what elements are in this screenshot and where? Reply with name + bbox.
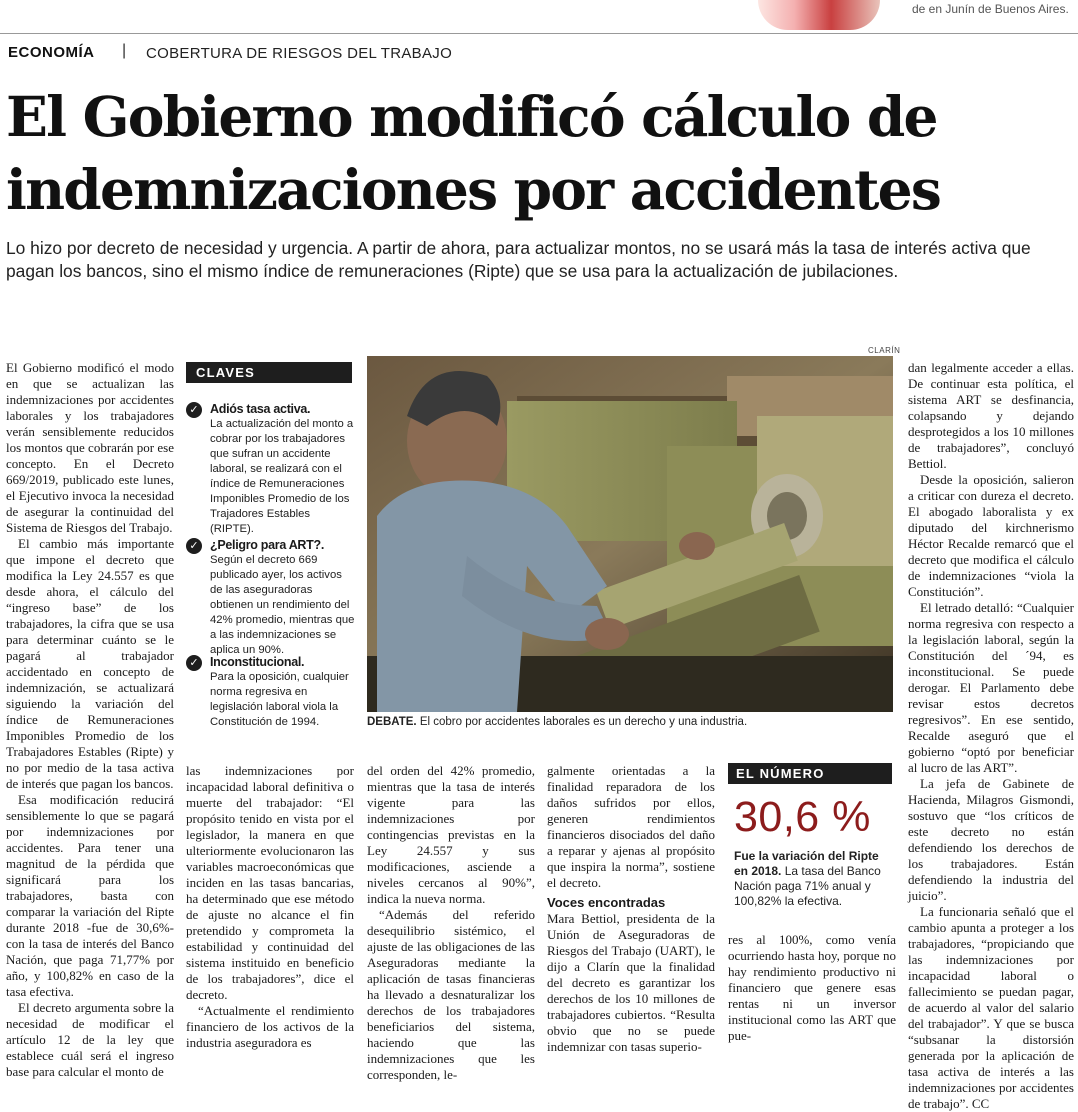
paragraph: El cambio más importante que impone el decreto que modifica la Ley 24.557 es que desde ahora, el cálculo del “ingreso base” de los trabajadores, la cifra que se usa para determinar cuánto se le pagará al trabajador accidentado en concepto de indemnización, se actualizará siguiendo la variación del índice de Remuneraciones Imponibles Promedio de los Trabajadores Estables (Ripte) y no por medio de la tasa activa de interés que pagan los bancos. (6, 536, 174, 791)
clave-item (186, 402, 354, 535)
clave-title: Adiós tasa activa. (210, 402, 311, 416)
claves-title: CLAVES (196, 365, 255, 380)
caption-text: El cobro por accidentes laborales es un derecho y una industria. (419, 716, 748, 728)
check-icon: ✓ (186, 655, 202, 671)
photo-caption (367, 716, 893, 728)
paragraph: galmente orientadas a la finalidad reparadora de los daños sufridos por ellos, generen rendimientos financieros disociados del daño a reparar y ajenas al propósito que inspira la norma”, sostiene el decreto. (547, 763, 715, 890)
headline (6, 80, 1076, 226)
caption-label: DEBATE. (367, 716, 417, 728)
top-rule (0, 33, 1078, 34)
paragraph: El letrado detalló: “Cualquier norma regresiva con respecto a la legislación laboral, según la Constitución del ´94, es inconstitucional. Se puede derogar. El Parlamento debe revisar estos decretos regresivos”. En ese sentido, Recalde aseguró que el gobierno “optó por beneficiar al lucro de las ART”. (908, 600, 1074, 775)
clave-body: Para la oposición, cualquier norma regresiva en legislación laboral viola la Constitución de 1994. (210, 671, 349, 728)
paragraph: las indemnizaciones por incapacidad laboral definitiva o muerte del trabajador: “El propósito tenido en vista por el legislador, la manera en que ulteriormente evolucionaron las variables macroeconómicas que inciden en las tasas bancarias, ha determinado que ese método de ajuste no alcance el fin pretendido y comprometa la estabilidad y continuidad del sistema instituido en beneficio de los trabajadores”, dice el decreto. (186, 763, 354, 1002)
check-icon: ✓ (186, 402, 202, 418)
subsection-label: COBERTURA DE RIESGOS DEL TRABAJO (146, 45, 453, 62)
worker-lathe-photo (367, 356, 893, 712)
paragraph: La jefa de Gabinete de Hacienda, Milagros Gismondi, sostuvo que “los críticos de este decreto no están defendiendo los derechos de los trabajadores. Están defendiendo la industria del juicio”. (908, 776, 1074, 903)
paragraph: “Además del referido desequilibrio sistémico, el ajuste de las obligaciones de las Aseguradoras mediante la aplicación de tasas financieras ha llevado a desnaturalizar los derechos de los trabajadores beneficiarios del sistema, haciendo que las indemnizaciones que les corresponden, le- (367, 907, 535, 1082)
paragraph: dan legalmente acceder a ellas. De continuar esta política, el sistema ART se desfinancia, colapsando y dejando desprotegidos a los 10 millones de trabajadores”, concluyó Bettiol. (908, 360, 1074, 471)
paragraph: Desde la oposición, salieron a criticar con dureza el decreto. El abogado laboralista y ex diputado del kirchnerismo Héctor Recalde remarcó que el decreto que modifica el cálculo de indemnizaciones “viola la Constitución”. (908, 472, 1074, 599)
clave-title: Inconstitucional. (210, 655, 305, 669)
el-numero-body: La tasa del Banco Nación paga 71% anual y 100,82% la efectiva. (734, 864, 881, 908)
column-6 (908, 360, 1074, 1112)
claves-header (186, 362, 352, 383)
clave-body: La actualización del monto a cobrar por los trabajadores que sufran un accidente laboral, se realizará con el índice de Remuneraciones Imponibles Promedio de los Trajadores Estables (RIPTE). (210, 418, 354, 535)
paragraph: La funcionaria señaló que el cambio apunta a proteger a los trabajadores, “propiciando que las indemnizaciones por incapacidad laboral o fallecimiento se puedan pagar, de acuerdo al valor del salario del trabajador”. Y que se busca “subsanar la distorsión generada por la aplicación de tasa activa de interés a las indemnizaciones por accidentes de trabajo”. CC (908, 904, 1074, 1111)
clave-item (186, 538, 355, 656)
paragraph: Mara Bettiol, presidenta de la Unión de Aseguradoras de Riesgos del Trabajo (UART), le dijo a Clarín que la finalidad del decreto es garantizar los derechos de los 10 millones de trabajadores cubiertos. “Resulta obvio que no se puede indemnizar con tasas superio- (547, 911, 715, 1054)
clave-item (186, 655, 354, 735)
headline-line-1: El Gobierno modificó cálculo de (6, 84, 937, 149)
section-separator: | (122, 42, 127, 59)
el-numero-lead: Fue la variación del Ripte en 2018. (734, 849, 879, 878)
column-4 (547, 763, 715, 1055)
el-numero-title: EL NÚMERO (736, 766, 825, 781)
dek: Lo hizo por decreto de necesidad y urgencia. A partir de ahora, para actualizar montos, no se usará más la tasa de interés activa que pagan los bancos, sino el mismo índice de remuneraciones (Ripte) que se usa para la actualización de jubilaciones. (6, 238, 1031, 281)
top-text-fragment: de en Junín de Buenos Aires. (912, 2, 1069, 16)
column-2 (186, 763, 354, 1051)
el-numero-header (728, 763, 892, 784)
section-label: ECONOMÍA (8, 44, 95, 61)
paragraph: “Actualmente el rendimiento financiero de los activos de la industria aseguradora es (186, 1003, 354, 1050)
el-numero-value: 30,6 % (734, 793, 871, 841)
check-icon: ✓ (186, 538, 202, 554)
clave-title: ¿Peligro para ART?. (210, 538, 324, 552)
paragraph: res al 100%, como venía ocurriendo hasta hoy, porque no hay rendimiento productivo ni financiero que genere esas rentas ni un inversor institucional como las ART que pue- (728, 932, 896, 1043)
paragraph: Esa modificación reducirá sensiblemente lo que se pagará por indemnizaciones por accidentes. Para tener una magnitud de la pérdida que significará para los trabajadores, basta con comparar la variación del Ripte durante 2018 -fue de 30,6%- con la tasa de interés del Banco Nación, que paga 71,77% por año, y 100,82% en caso de la tasa efectiva. (6, 792, 174, 999)
column-3 (367, 763, 535, 1083)
top-photo-fragment (758, 0, 880, 30)
crosshead: Voces encontradas (547, 895, 666, 910)
photo-credit: CLARÍN (868, 346, 901, 355)
headline-line-2: indemnizaciones por accidentes (6, 157, 941, 222)
column-1 (6, 360, 174, 1080)
el-numero-text (734, 849, 894, 909)
column-5 (728, 932, 896, 1044)
paragraph: El decreto argumenta sobre la necesidad de modificar el artículo 12 de la ley que establece cuál será el ingreso base para calcular el monto de (6, 1000, 174, 1079)
clave-body: Según el decreto 669 publicado ayer, los activos de las aseguradoras obtienen un rendimiento del 42% promedio, mientras que a las indemnizaciones se aplica un 90%. (210, 554, 355, 656)
paragraph: El Gobierno modificó el modo en que se actualizan las indemnizaciones por accidentes laborales y los trabajadores verán sensiblemente reducidos los montos que cobrarán por ese concepto. En el Decreto 669/2019, publicado este lunes, el Ejecutivo invoca la necesidad de asegurar la continuidad del Sistema de Riesgos del Trabajo. (6, 360, 174, 535)
paragraph: del orden del 42% promedio, mientras que la tasa de interés vigente para las indemnizaciones por contingencias previstas en la Ley 24.557 y sus modificaciones, asciende a niveles cercanos al 90%”, indica la nueva norma. (367, 763, 535, 906)
